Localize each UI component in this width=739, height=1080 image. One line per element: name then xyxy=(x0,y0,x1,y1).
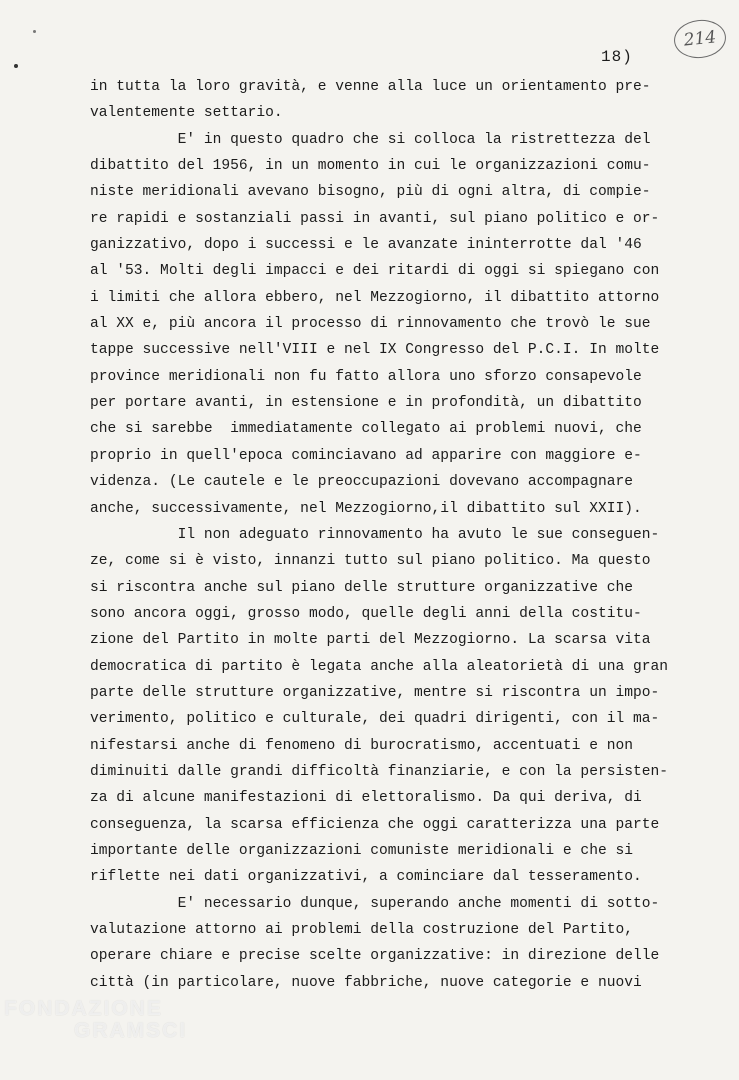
margin-speck xyxy=(14,64,18,68)
text-line: diminuiti dalle grandi difficoltà finanziarie, e con la persisten- xyxy=(90,763,669,780)
text-line: tappe successive nell'VIII e nel IX Congresso del P.C.I. In molte xyxy=(90,342,660,359)
foundation-watermark xyxy=(4,998,187,1042)
text-line: E' in questo quadro che si colloca la ristrettezza del xyxy=(90,131,651,148)
text-line: sono ancora oggi, grosso modo, quelle degli anni della costitu- xyxy=(90,605,642,622)
text-line: anche, successivamente, nel Mezzogiorno,il dibattito sul XXII). xyxy=(90,500,642,517)
archive-stamp xyxy=(672,17,728,60)
text-line: ganizzativo, dopo i successi e le avanzate ininterrotte dal '46 xyxy=(90,237,642,254)
text-line: al '53. Molti degli impacci e dei ritardi di oggi si spiegano con xyxy=(90,263,660,280)
typed-text-body xyxy=(90,74,690,996)
text-line: nifestarsi anche di fenomeno di burocratismo, accentuati e non xyxy=(90,737,633,754)
text-line: Il non adeguato rinnovamento ha avuto le sue conseguen- xyxy=(90,526,660,543)
text-line: per portare avanti, in estensione e in profondità, un dibattito xyxy=(90,395,642,412)
page-number: 18) xyxy=(601,48,633,66)
text-line: ze, come si è visto, innanzi tutto sul piano politico. Ma questo xyxy=(90,553,651,570)
text-line: verimento, politico e culturale, dei quadri dirigenti, con il ma- xyxy=(90,711,660,728)
watermark-line: GRAMSCI xyxy=(74,1019,188,1042)
text-line: valentemente settario. xyxy=(90,105,283,122)
text-line: videnza. (Le cautele e le preoccupazioni dovevano accompagnare xyxy=(90,474,633,491)
text-line: importante delle organizzazioni comuniste meridionali e che si xyxy=(90,842,633,859)
text-line: proprio in quell'epoca cominciavano ad apparire con maggiore e- xyxy=(90,447,642,464)
text-line: conseguenza, la scarsa efficienza che oggi caratterizza una parte xyxy=(90,816,660,833)
text-line: che si sarebbe immediatamente collegato ai problemi nuovi, che xyxy=(90,421,642,438)
text-line: si riscontra anche sul piano delle strutture organizzative che xyxy=(90,579,633,596)
text-line: zione del Partito in molte parti del Mezzogiorno. La scarsa vita xyxy=(90,632,651,649)
text-line: valutazione attorno ai problemi della costruzione del Partito, xyxy=(90,922,633,938)
watermark-line: FONDAZIONE xyxy=(4,997,163,1020)
text-line: operare chiare e precise scelte organizzative: in direzione delle xyxy=(90,948,660,965)
text-line: re rapidi e sostanziali passi in avanti, sul piano politico e or- xyxy=(90,210,660,227)
text-line: E' necessario dunque, superando anche momenti di sotto- xyxy=(90,895,660,912)
text-line: parte delle strutture organizzative, mentre si riscontra un impo- xyxy=(90,684,660,701)
archive-stamp-number: 214 xyxy=(682,27,718,51)
text-line: i limiti che allora ebbero, nel Mezzogiorno, il dibattito attorno xyxy=(90,289,660,306)
text-line: za di alcune manifestazioni di elettoralismo. Da qui deriva, di xyxy=(90,790,642,807)
text-line: in tutta la loro gravità, e venne alla luce un orientamento pre- xyxy=(90,79,651,95)
text-line: riflette nei dati organizzativi, a cominciare dal tesseramento. xyxy=(90,869,642,886)
text-line: città (in particolare, nuove fabbriche, nuove categorie e nuovi xyxy=(90,974,642,991)
text-line: niste meridionali avevano bisogno, più di ogni altra, di compie- xyxy=(90,184,651,201)
text-line: democratica di partito è legata anche alla aleatorietà di una gran xyxy=(90,658,669,675)
margin-speck xyxy=(33,30,36,33)
text-line: province meridionali non fu fatto allora uno sforzo consapevole xyxy=(90,368,642,385)
text-line: dibattito del 1956, in un momento in cui le organizzazioni comu- xyxy=(90,158,651,175)
text-line: al XX e, più ancora il processo di rinnovamento che trovò le sue xyxy=(90,316,651,333)
